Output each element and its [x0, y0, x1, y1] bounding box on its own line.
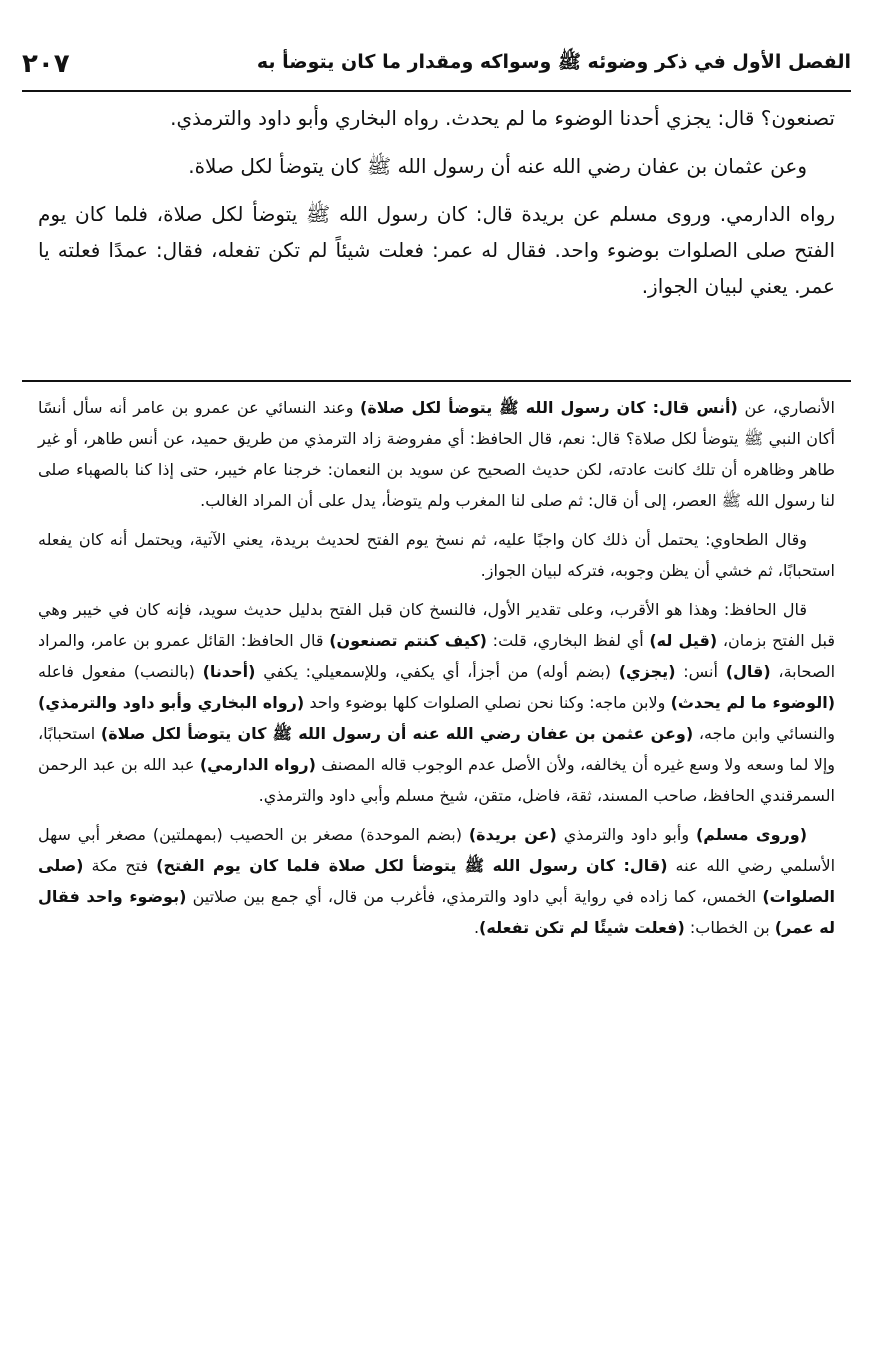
commentary-paragraph: قال الحافظ: وهذا هو الأقرب، وعلى تقدير الأول، فالنسخ كان قبل الفتح بدليل حديث سويد، فإنه كان في خيبر وهي قبل الفتح بزمان، (قيل له) أي لفظ البخاري، قلت: (كيف كنتم تصنعون) قال الحافظ: القائل عمرو بن عامر، والمراد الصحابة، (قال) أنس: (يجزي) (بضم أوله) من أجزأ، أي يكفي، وللإسمعيلي: يكفي (أحدنا) (بالنصب) مفعول فاعله (الوضوء ما لم يحدث) ولابن ماجه: وكنا نحن نصلي الصلوات كلها بوضوء واحد (رواه البخاري وأبو داود والترمذي) والنسائي وابن ماجه، (وعن عثمن بن عفان رضي الله عنه أن رسول الله ﷺ كان يتوضأ لكل صلاة) استحبابًا، وإلا لما وسعه ولا وسع غيره أن يخالفه، ولأن الأصل عدم الوجوب قاله المصنف (رواه الدارمي) عبد الله بن عبد الرحمن السمرقندي الحافظ، صاحب المسند، ثقة، فاضل، متقن، شيخ مسلم وأبي داود والترمذي.	[38, 600, 836, 805]
main-text	[38, 100, 835, 316]
commentary-paragraph: (وروى مسلم) وأبو داود والترمذي (عن بريدة) (بضم الموحدة) مصغر بن الحصيب (بمهملتين) مصغر أبي سهل الأسلمي رضي الله عنه (قال: كان رسول الله ﷺ يتوضأ لكل صلاة فلما كان يوم الفتح) فتح مكة (صلى الصلوات) الخمس، كما زاده في رواية أبي داود والترمذي، فأغرب من قال، أي جمع بين صلاتين (بوضوء واحد فقال له عمر) بن الخطاب: (فعلت شيئًا لم تكن تفعله).	[38, 825, 836, 937]
main-text-paragraph: رواه الدارمي. وروى مسلم عن بريدة قال: كان رسول الله ﷺ يتوضأ لكل صلاة، فلما كان يوم الفتح صلى الصلوات بوضوء واحد. فقال له عمر: فعلت شيئاً لم تكن تفعله، فقال: عمدًا فعلته يا عمر. يعني لبيان الجواز.	[38, 202, 835, 298]
commentary-paragraph: وقال الطحاوي: يحتمل أن ذلك كان واجبًا عليه، ثم نسخ يوم الفتح لحديث بريدة، يعني الآتية، ويحتمل أنه كان يفعله استحبابًا، ثم خشي أن يظن وجوبه، فتركه لبيان الجواز.	[38, 530, 835, 580]
main-text-paragraph: تصنعون؟ قال: يجزي أحدنا الوضوء ما لم يحدث. رواه البخاري وأبو داود والترمذي.	[170, 106, 835, 130]
commentary-paragraph: الأنصاري، عن (أنس قال: كان رسول الله ﷺ يتوضأ لكل صلاة) وعند النسائي عن عمرو بن عامر أنه سأل أنسًا أكان النبي ﷺ يتوضأ لكل صلاة؟ قال: نعم، قال الحافظ: أي مفروضة زاد الترمذي من طريق حميد، عن أنس طاهر، أو غير طاهر وظاهره أن تلك كانت عادته، لكن حديث الصحيح عن سويد بن النعمان: خرجنا عام خيبر، حتى إذا كنا بالصهباء صلى لنا رسول الله ﷺ العصر، إلى أن قال: ثم صلى لنا المغرب ولم يتوضأ، يدل على أن المراد الغالب.	[38, 398, 835, 510]
commentary	[38, 392, 835, 951]
header-divider	[22, 90, 851, 92]
page-number: ٢٠٧	[22, 49, 70, 79]
main-text-paragraph: وعن عثمان بن عفان رضي الله عنه أن رسول الله ﷺ كان يتوضأ لكل صلاة.	[188, 154, 807, 178]
running-title: الفصل الأول في ذكر وضوئه ﷺ وسواكه ومقدار ما كان يتوضأ به	[256, 51, 851, 73]
page-header	[22, 42, 851, 86]
commentary-divider	[22, 380, 851, 382]
